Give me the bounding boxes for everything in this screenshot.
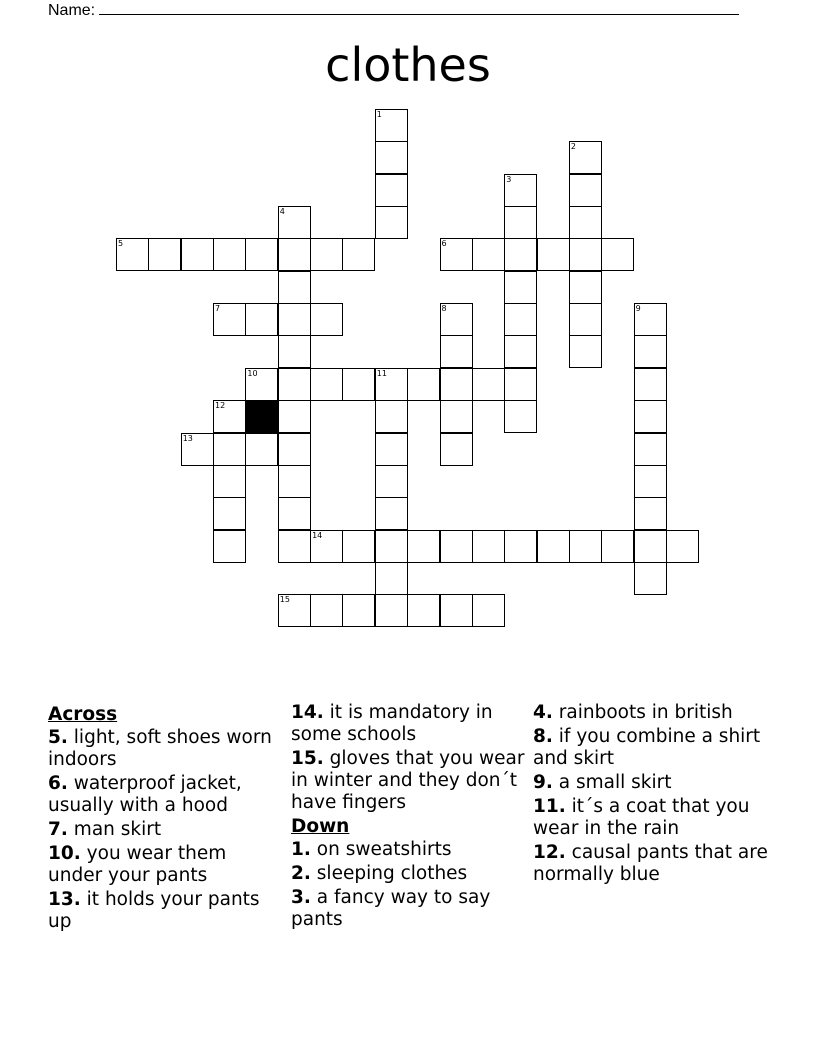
grid-cell[interactable] <box>634 368 667 401</box>
cell-number: 12 <box>215 401 226 411</box>
clue <box>48 819 280 841</box>
grid-cell[interactable] <box>634 497 667 530</box>
cell-number: 10 <box>247 368 258 378</box>
clue-number: 14. <box>291 702 324 723</box>
clue-column-3 <box>533 702 773 888</box>
grid-cell[interactable] <box>213 303 246 336</box>
grid-cell[interactable] <box>375 206 408 239</box>
grid-cell[interactable] <box>569 206 602 239</box>
grid-cell[interactable] <box>569 174 602 207</box>
clue <box>533 772 773 794</box>
grid-cell[interactable] <box>504 368 537 401</box>
down-heading: Down <box>291 816 350 837</box>
grid-cell[interactable] <box>310 530 343 563</box>
clue-text: you wear them under your pants <box>48 843 227 886</box>
grid-cell[interactable] <box>310 368 343 401</box>
grid-cell[interactable] <box>569 530 602 563</box>
grid-cell[interactable] <box>407 530 440 563</box>
clue-text: a fancy way to say pants <box>291 887 491 930</box>
clue-number: 15. <box>291 748 324 769</box>
clue-text: causal pants that are normally blue <box>533 842 768 885</box>
grid-cell[interactable] <box>440 400 473 433</box>
grid-cell[interactable] <box>181 238 214 271</box>
name-field[interactable] <box>48 0 748 21</box>
grid-cell[interactable] <box>440 335 473 368</box>
crossword-grid <box>116 109 706 629</box>
cell-number: 7 <box>215 304 221 314</box>
grid-cell[interactable] <box>342 238 375 271</box>
clue <box>48 773 280 817</box>
clue-text: it is mandatory in some schools <box>291 702 493 745</box>
grid-cell[interactable] <box>278 335 311 368</box>
grid-cell[interactable] <box>504 400 537 433</box>
down-clue-list-continued <box>533 702 773 886</box>
clue-number: 6. <box>48 773 68 794</box>
clue <box>533 702 773 724</box>
grid-cell[interactable] <box>472 368 505 401</box>
clue <box>291 748 527 814</box>
grid-cell[interactable] <box>504 303 537 336</box>
clue-number: 11. <box>533 796 566 817</box>
clue <box>291 887 527 931</box>
grid-cell[interactable] <box>213 497 246 530</box>
clue <box>48 727 280 771</box>
grid-cell[interactable] <box>504 238 537 271</box>
cell-number: 9 <box>635 304 641 314</box>
grid-cell[interactable] <box>278 271 311 304</box>
grid-cell[interactable] <box>375 400 408 433</box>
grid-cell[interactable] <box>569 141 602 174</box>
grid-cell[interactable] <box>569 303 602 336</box>
grid-cell[interactable] <box>213 530 246 563</box>
grid-cell[interactable] <box>537 238 570 271</box>
grid-cell[interactable] <box>634 465 667 498</box>
grid-cell[interactable] <box>634 562 667 595</box>
grid-cell[interactable] <box>213 465 246 498</box>
grid-cell[interactable] <box>245 303 278 336</box>
clue-text: gloves that you wear in winter and they don´t have fingers <box>291 748 525 813</box>
clue-text: waterproof jacket, usually with a hood <box>48 773 242 816</box>
grid-cell[interactable] <box>504 206 537 239</box>
grid-cell[interactable] <box>310 303 343 336</box>
grid-cell[interactable] <box>601 238 634 271</box>
clue <box>291 839 527 861</box>
clue-number: 10. <box>48 843 81 864</box>
grid-cell[interactable] <box>375 174 408 207</box>
cell-number: 3 <box>506 174 512 184</box>
grid-cell[interactable] <box>569 335 602 368</box>
clue-column-1 <box>48 702 280 935</box>
grid-cell[interactable] <box>472 530 505 563</box>
cell-number: 6 <box>441 239 447 249</box>
grid-cell[interactable] <box>278 497 311 530</box>
clue-text: sleeping clothes <box>316 863 468 884</box>
grid-cell[interactable] <box>634 433 667 466</box>
grid-cell[interactable] <box>634 530 667 563</box>
clue-text: a small skirt <box>558 772 672 793</box>
grid-cell[interactable] <box>634 303 667 336</box>
grid-cell[interactable] <box>116 238 149 271</box>
grid-cell[interactable] <box>375 109 408 142</box>
grid-cell[interactable] <box>213 400 246 433</box>
down-clue-list <box>291 839 527 931</box>
grid-cell[interactable] <box>375 594 408 627</box>
grid-cell[interactable] <box>310 594 343 627</box>
black-cell <box>245 400 278 433</box>
clue-number: 1. <box>291 839 311 860</box>
grid-cell[interactable] <box>375 530 408 563</box>
clue-text: if you combine a shirt and skirt <box>533 726 761 769</box>
grid-cell[interactable] <box>278 400 311 433</box>
grid-cell[interactable] <box>440 594 473 627</box>
clue-text: on sweatshirts <box>316 839 452 860</box>
clue-number: 4. <box>533 702 553 723</box>
grid-cell[interactable] <box>440 530 473 563</box>
name-label: Name: <box>48 2 96 19</box>
grid-cell[interactable] <box>569 271 602 304</box>
grid-cell[interactable] <box>213 238 246 271</box>
clue-text: light, soft shoes worn indoors <box>48 727 272 770</box>
clue-number: 12. <box>533 842 566 863</box>
clue-number: 9. <box>533 772 553 793</box>
clue-text: man skirt <box>73 819 162 840</box>
clue <box>291 702 527 746</box>
grid-cell[interactable] <box>278 303 311 336</box>
clue-number: 8. <box>533 726 553 747</box>
clue-text: rainboots in british <box>558 702 733 723</box>
cell-number: 8 <box>441 304 447 314</box>
grid-cell[interactable] <box>440 433 473 466</box>
grid-cell[interactable] <box>601 530 634 563</box>
grid-cell[interactable] <box>278 465 311 498</box>
cell-number: 5 <box>118 239 124 249</box>
grid-cell[interactable] <box>278 206 311 239</box>
clue-number: 7. <box>48 819 68 840</box>
clue <box>48 843 280 887</box>
cell-number: 11 <box>376 368 387 378</box>
clue-number: 3. <box>291 887 311 908</box>
grid-cell[interactable] <box>407 368 440 401</box>
grid-cell[interactable] <box>472 594 505 627</box>
cell-number: 14 <box>312 530 323 540</box>
grid-cell[interactable] <box>407 594 440 627</box>
grid-cell[interactable] <box>375 433 408 466</box>
grid-cell[interactable] <box>504 271 537 304</box>
clue <box>48 889 280 933</box>
grid-cell[interactable] <box>440 238 473 271</box>
grid-cell[interactable] <box>375 562 408 595</box>
grid-cell[interactable] <box>342 368 375 401</box>
cell-number: 1 <box>376 110 382 119</box>
cell-number: 2 <box>570 142 576 152</box>
clue-number: 5. <box>48 727 68 748</box>
across-clue-list-continued <box>291 702 527 814</box>
grid-cell[interactable] <box>375 497 408 530</box>
clue <box>533 726 773 770</box>
clue <box>533 842 773 886</box>
grid-cell[interactable] <box>342 594 375 627</box>
grid-cell[interactable] <box>148 238 181 271</box>
across-heading: Across <box>48 704 118 725</box>
grid-cell[interactable] <box>310 238 343 271</box>
grid-cell[interactable] <box>537 530 570 563</box>
grid-cell[interactable] <box>440 303 473 336</box>
clue-column-2 <box>291 702 527 933</box>
grid-cell[interactable] <box>278 433 311 466</box>
grid-cell[interactable] <box>245 433 278 466</box>
grid-cell[interactable] <box>213 433 246 466</box>
grid-cell[interactable] <box>375 141 408 174</box>
clue-number: 13. <box>48 889 81 910</box>
grid-cell[interactable] <box>181 433 214 466</box>
grid-cell[interactable] <box>278 368 311 401</box>
grid-cell[interactable] <box>278 594 311 627</box>
clue-text: it holds your pants up <box>48 889 260 932</box>
clue-number: 2. <box>291 863 311 884</box>
grid-cell[interactable] <box>245 238 278 271</box>
grid-cell[interactable] <box>342 530 375 563</box>
grid-cell[interactable] <box>278 238 311 271</box>
cell-number: 13 <box>182 433 193 443</box>
grid-cell[interactable] <box>569 238 602 271</box>
name-underline[interactable] <box>99 0 739 15</box>
grid-cell[interactable] <box>472 238 505 271</box>
grid-cell[interactable] <box>278 530 311 563</box>
grid-cell[interactable] <box>245 368 278 401</box>
grid-cell[interactable] <box>634 400 667 433</box>
grid-cell[interactable] <box>375 368 408 401</box>
clue <box>533 796 773 840</box>
grid-cell[interactable] <box>504 174 537 207</box>
across-clue-list <box>48 727 280 933</box>
grid-cell[interactable] <box>504 335 537 368</box>
clue <box>291 863 527 885</box>
cell-number: 15 <box>279 595 290 605</box>
grid-cell[interactable] <box>504 530 537 563</box>
page-title: clothes <box>325 38 491 92</box>
cell-number: 4 <box>279 207 285 217</box>
grid-cell[interactable] <box>440 368 473 401</box>
grid-cell[interactable] <box>634 335 667 368</box>
grid-cell[interactable] <box>375 465 408 498</box>
clue-text: it´s a coat that you wear in the rain <box>533 796 750 839</box>
grid-cell[interactable] <box>666 530 699 563</box>
